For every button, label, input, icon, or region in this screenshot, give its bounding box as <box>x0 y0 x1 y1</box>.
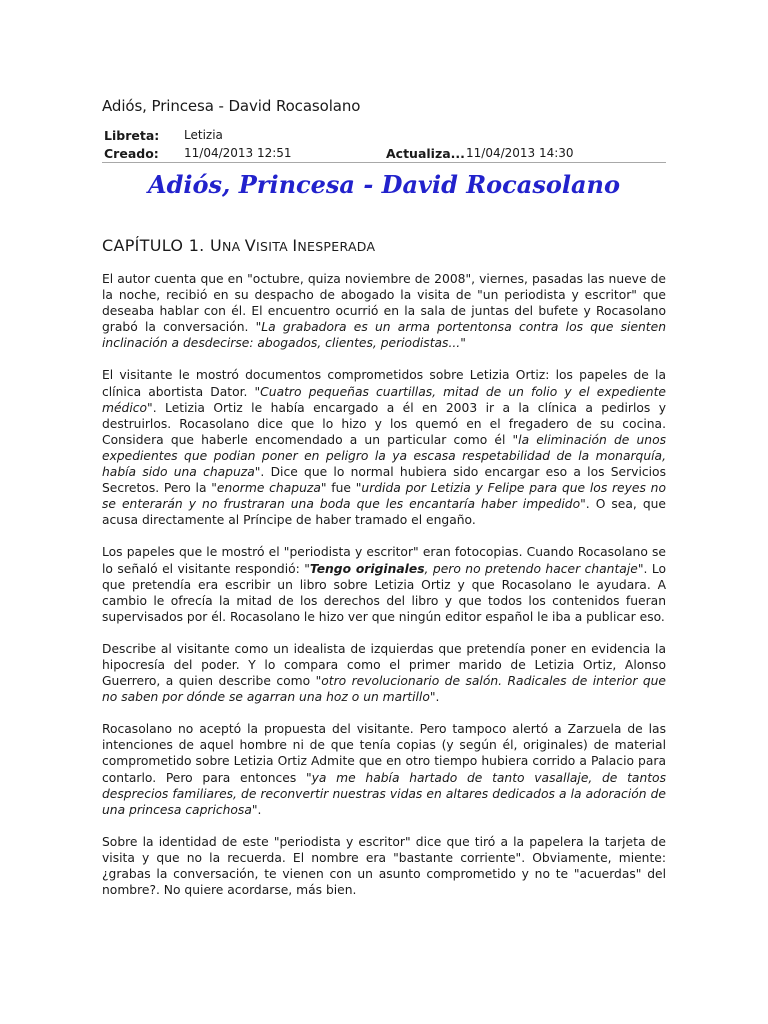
p2-quote-f: "enorme chapuza" <box>211 481 327 496</box>
updated-value: 11/04/2013 14:30 <box>466 146 574 160</box>
document-title: Adiós, Princesa - David Rocasolano <box>102 97 361 115</box>
notebook-row <box>102 128 666 146</box>
chapter-smallcaps-3: NESPERADA <box>297 239 376 254</box>
p3-text-a: Los papeles que le mostró el "periodista y escritor" eran fotocopias. Cuando Rocasolano se lo señaló el visitante respondió: <box>102 545 666 576</box>
p2-quote-b: "Cuatro pequeñas cuartillas, mitad de un folio y el expediente médico" <box>102 384 666 415</box>
created-value: 11/04/2013 12:51 <box>184 146 292 160</box>
p2-text-c: . Letizia Ortiz le había encargado a él en 2003 ir a la clínica a pedirlos y destruirlos. Rocasolano dice que lo hizo y los quemó en el fregadero de su cocina. Considera que haberle encomendado a un particular como él <box>102 400 666 447</box>
p3-quote-d: , pero no pretendo hacer chantaje" <box>424 561 644 576</box>
note-metadata <box>102 128 666 164</box>
chapter-title <box>102 236 375 255</box>
header-divider <box>102 162 666 163</box>
chapter-smallcaps-2: ISITA <box>256 239 293 254</box>
chapter-cap-i: I <box>292 236 298 255</box>
p2-text-a: El visitante le mostró documentos comprometidos sobre Letizia Ortiz: los papeles de la clínica abortista Dator. <box>102 368 666 399</box>
p5-text-a: Rocasolano no aceptó la propuesta del visitante. Pero tampoco alertó a Zarzuela de las intenciones de aquel hombre ni de que tenía copias (y según él, originales) de material comprometido sobre Letizia Ortiz Admite que en otro tiempo hubiera corrido a Palacio para contarlo. Pero para entonces <box>102 722 666 785</box>
p2-text-e: . Dice que lo normal hubiera sido encargar eso a los Servicios Secretos. Pero la <box>102 465 666 496</box>
paragraph-5 <box>102 721 666 818</box>
p1-quote: "La grabadora es un arma portentonsa contra los que sienten inclinación a desdecirse: abogados, clientes, periodistas..." <box>102 320 666 351</box>
p2-text-i: . O sea, que acusa directamente al Príncipe de haber tramado el engaño. <box>102 497 666 528</box>
notebook-value[interactable]: Letizia <box>184 128 223 142</box>
chapter-prefix: CAPÍTULO 1. U <box>102 236 222 255</box>
paragraph-4 <box>102 641 666 705</box>
p2-quote-h: "urdida por Letizia y Felipe para que los reyes no se enterarán y no frustraran una boda que les encantaría haber impedido" <box>102 481 666 512</box>
p5-quote-b: "ya me había hartado de tanto vasallaje, de tantos desprecios familiares, de reconvertir nuestras vidas en altares dedicados a la adoración de una princesa caprichosa" <box>102 770 666 817</box>
p5-text-c: . <box>257 802 262 817</box>
p2-text-g: fue <box>326 481 356 496</box>
p3-quote-open: " <box>304 561 310 576</box>
p3-text-e: . Lo que pretendía era escribir un libro sobre Letizia Ortiz y que Rocasolano le ayudara. A cambio le ofrecía la mitad de los derechos del libro y que todos los contenidos fueran supervisados por él. Rocasolano le hizo ver que ningún editor español le iba a publicar eso. <box>102 561 666 624</box>
p3-quote-bold: Tengo originales <box>309 561 425 576</box>
paragraph-6 <box>102 834 666 898</box>
updated-label: Actualiza... <box>386 146 465 161</box>
p4-text-c: . <box>435 690 440 705</box>
p4-text-a: Describe al visitante como un idealista de izquierdas que pretendía poner en evidencia la hipocresía del poder. Y lo compara como el primer marido de Letizia Ortiz, Alonso Guerrero, a quien describe como <box>102 641 666 689</box>
note-heading: Adiós, Princesa - David Rocasolano <box>148 170 620 199</box>
paragraph-1 <box>102 271 666 351</box>
created-label: Creado: <box>104 146 159 161</box>
p2-quote-d: "la eliminación de unos expedientes que podian poner en peligro la ya escasa respetabilidad de la monarquía, había sido una chapuza" <box>102 432 667 480</box>
p4-quote-b: "otro revolucionario de salón. Radicales de interior que no saben por dónde se agarran una hoz o un martillo" <box>102 674 666 705</box>
p6-text: Sobre la identidad de este "periodista y escritor" dice que tiró a la papelera la tarjeta de visita y que no la recuerda. El nombre era "bastante corriente". Obviamente, miente: ¿grabas la conversación, te vienen con un asunto comprometido y no te "acuerdas" del nombre?. No quiere acordarse, más bien. <box>102 834 666 898</box>
chapter-smallcaps-1: NA <box>221 239 245 254</box>
note-body <box>102 271 666 914</box>
notebook-label: Libreta: <box>104 128 160 143</box>
p1-text: El autor cuenta que en "octubre, quiza noviembre de 2008", viernes, pasadas las nueve de la noche, recibió en su despacho de abogado la visita de "un periodista y escritor" que deseaba hablar con él. El encuentro ocurrió en la sala de juntas del bufete y Rocasolano grabó la conversación. <box>102 272 666 335</box>
paragraph-3 <box>102 544 666 624</box>
chapter-cap-v: V <box>244 236 256 255</box>
paragraph-2 <box>102 367 666 528</box>
